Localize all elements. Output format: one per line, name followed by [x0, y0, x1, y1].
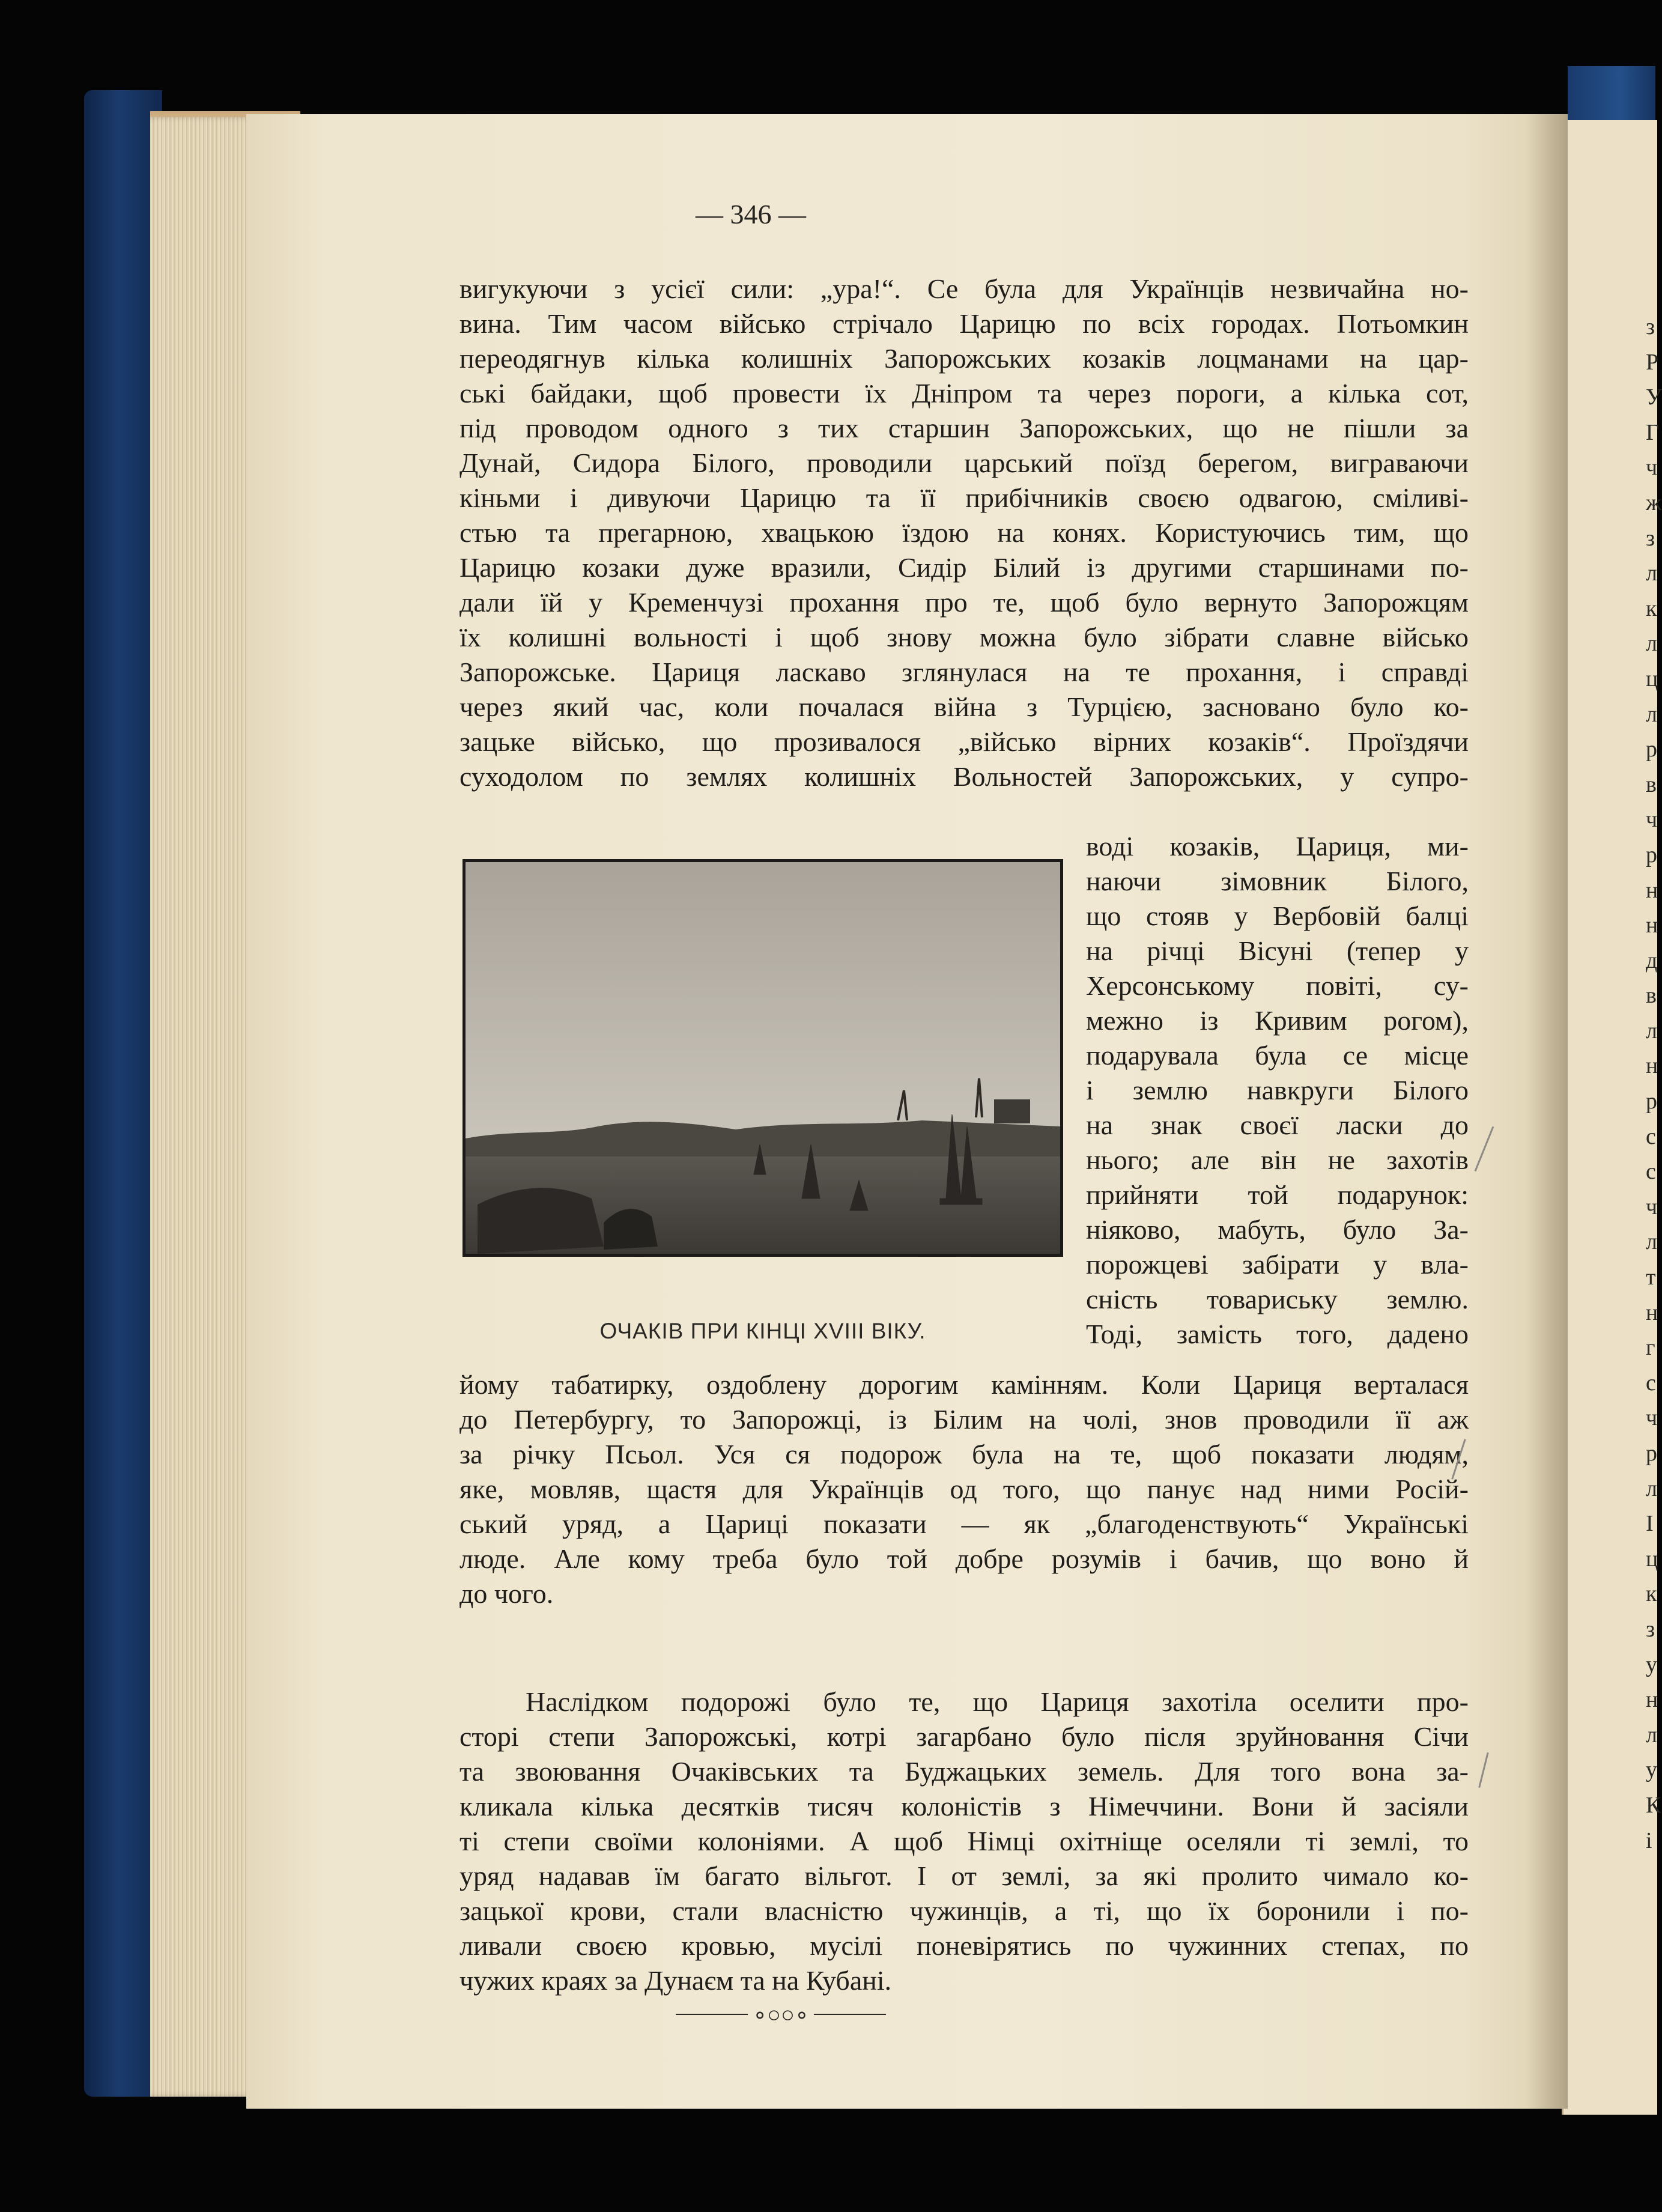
text-line: на річці Вісуні (тепер у — [1086, 935, 1469, 966]
text-line: нього; але він не захотів — [1086, 1144, 1469, 1175]
facing-page-letter: в — [1646, 771, 1657, 797]
facing-page-letter: н — [1646, 877, 1658, 903]
facing-page-letter: л — [1646, 561, 1657, 586]
facing-page-letter: у — [1646, 1757, 1657, 1783]
facing-page-letter: л — [1646, 631, 1657, 657]
text-line: люде. Але кому треба було той добре розумів і бачив, що воно й — [459, 1543, 1469, 1574]
facing-page-letters — [1646, 309, 1662, 1858]
facing-page — [1562, 120, 1662, 2115]
text-line: до чого. — [459, 1578, 554, 1609]
text-line: зацьке військо, що прозивалося „військо вірних козаків“. Проїздячи — [459, 726, 1469, 757]
illustration-ochakiv — [463, 859, 1063, 1257]
facing-page-letter: с — [1646, 1159, 1656, 1185]
text-line: та звоювання Очаківських та Буджацьких земель. Для того вона за- — [459, 1756, 1469, 1787]
paragraph-1 — [459, 272, 1469, 794]
facing-page-letter: с — [1646, 1370, 1656, 1396]
text-line: Дунай, Сидора Білого, проводили царський поїзд берегом, виграваючи — [459, 448, 1469, 478]
text-line: наючи зімовник Білого, — [1086, 866, 1469, 896]
facing-page-letter: ц — [1646, 666, 1658, 691]
text-line: подарувала була се місце — [1086, 1040, 1469, 1071]
text-line: на знак своєї ласки до — [1086, 1110, 1469, 1140]
ornament-rule-left — [676, 2014, 748, 2015]
facing-page-letter: л — [1646, 701, 1657, 727]
facing-page-letter: з — [1646, 525, 1655, 551]
facing-page-letter: р — [1646, 737, 1657, 762]
text-line: ські байдаки, щоб провести їх Дніпром та через пороги, а кілька сот, — [459, 378, 1469, 409]
facing-page-letter: ч — [1646, 1405, 1658, 1431]
text-line: ський уряд, а Цариці показати — як „благоденствують“ Українські — [459, 1509, 1469, 1539]
facing-page-letter: І — [1646, 1511, 1654, 1537]
text-line: межно із Кривим рогом), — [1086, 1005, 1469, 1036]
text-line: воді козаків, Цариця, ми- — [1086, 831, 1469, 861]
text-line: зацької крови, стали власністю чужинців, а ті, що їх боронили і по- — [459, 1895, 1469, 1926]
facing-page-letter: н — [1646, 1687, 1658, 1713]
facing-page-letter: с — [1646, 1123, 1656, 1149]
text-line: сторі степи Запорожські, котрі загарбано було після зруйновання Січи — [459, 1721, 1469, 1752]
facing-page-letter: У — [1646, 384, 1662, 410]
text-line: яке, мовляв, щастя для Українців од того, що панує над ними Росій- — [459, 1474, 1469, 1504]
text-line: під проводом одного з тих старшин Запорожських, що не пішли за — [459, 413, 1469, 443]
ornament-glyph: ∘○○∘ — [753, 2002, 809, 2028]
facing-page-letter: к — [1646, 595, 1657, 621]
facing-page-letter: в — [1646, 983, 1657, 1009]
page-number: — 346 — — [696, 199, 806, 229]
text-line: їх колишні вольності і щоб знову можна було зібрати славне військо — [459, 622, 1469, 652]
facing-page-letter: н — [1646, 1299, 1658, 1325]
text-line: до Петербургу, то Запорожці, із Білим на чолі, знов проводили її аж — [459, 1404, 1469, 1435]
ornament-rule-right — [814, 2014, 886, 2015]
facing-page-letter: н — [1646, 913, 1658, 938]
text-line: за річку Псьол. Уся ся подорож була на те, щоб показати людям, — [459, 1439, 1469, 1469]
facing-page-letter: г — [1646, 1335, 1655, 1361]
text-line: стью та прегарною, хвацькою їздою на конях. Користуючись тим, що — [459, 517, 1469, 548]
text-line: що стояв у Вербовій балці — [1086, 901, 1469, 931]
text-line: порожцеві забірати у вла- — [1086, 1249, 1469, 1280]
text-line: Наслідком подорожі було те, що Цариця захотіла оселити про- — [526, 1686, 1469, 1717]
text-line: Тоді, замість того, дадено — [1086, 1319, 1469, 1349]
text-line: суходолом по землях колишніх Вольностей Запорожських, у супро- — [459, 761, 1469, 792]
facing-page-letter: л — [1646, 1018, 1657, 1044]
facing-page-letter: р — [1646, 1089, 1657, 1114]
text-line: чужих краях за Дунаєм та на Кубані. — [459, 1965, 892, 1996]
facing-page-letter: з — [1646, 1616, 1655, 1642]
facing-page-letter: р — [1646, 842, 1657, 867]
facing-page-letter: ц — [1646, 1546, 1658, 1572]
facing-page-letter: т — [1646, 1265, 1656, 1290]
text-line: Запорожське. Цариця ласкаво зглянулася на те прохання, і справді — [459, 657, 1469, 687]
text-line: переодягнув кілька колишніх Запорожських козаків лоцманами на цар- — [459, 343, 1469, 374]
text-line: вигукуючи з усієї сили: „ура!“. Се була для Українців незвичайна но- — [459, 273, 1469, 304]
facing-page-letter: ж — [1646, 490, 1662, 515]
facing-page-letter: з — [1646, 314, 1655, 339]
end-ornament — [661, 1999, 901, 2028]
engraving-image — [466, 862, 1060, 1254]
text-line: Херсонському повіті, су- — [1086, 970, 1469, 1001]
facing-page-letter: ч — [1646, 1194, 1658, 1220]
facing-page-letter: л — [1646, 1475, 1657, 1501]
facing-page-letter: ч — [1646, 455, 1658, 481]
text-line: вина. Тим часом військо стрічало Царицю по всіх городах. Потьомкин — [459, 308, 1469, 339]
text-line: через який час, коли почалася війна з Турцією, засновано було ко- — [459, 691, 1469, 722]
text-line: кіньми і дивуючи Царицю та її прибічників своєю одвагою, сміливі- — [459, 482, 1469, 513]
facing-page-letter: ч — [1646, 807, 1658, 833]
text-line: уряд надавав їм багато вільгот. І от землі, за які пролито чимало ко- — [459, 1861, 1469, 1891]
facing-page-letter: л — [1646, 1229, 1657, 1255]
paragraph-1-continued — [459, 1367, 1469, 1611]
text-line: кликала кілька десятків тисяч колоністів з Німеччини. Вони й засіяли — [459, 1791, 1469, 1822]
facing-page-letter: К — [1646, 1792, 1661, 1818]
side-text — [1086, 829, 1469, 1352]
text-line: Царицю козаки дуже вразили, Сидір Білий із другими старшинами по- — [459, 552, 1469, 583]
text-line: сність товариську землю. — [1086, 1284, 1469, 1314]
text-line: дали їй у Кременчузі прохання про те, щоб було вернуто Запорожцям — [459, 587, 1469, 618]
text-line: і землю навкруги Білого — [1086, 1075, 1469, 1105]
text-line: ніяково, мабуть, було За- — [1086, 1214, 1469, 1245]
text-line: ті степи своїми колоніями. А щоб Німці охітніще оселяли ті землі, то — [459, 1826, 1469, 1856]
paragraph-2 — [459, 1685, 1469, 1998]
figure-caption: ОЧАКІВ ПРИ КІНЦІ XVIII ВІКУ. — [599, 1319, 926, 1343]
facing-page-letter: н — [1646, 1053, 1658, 1079]
page-edges — [150, 117, 255, 2097]
text-line: прийняти той подарунок: — [1086, 1179, 1469, 1210]
gutter-shadow — [1526, 114, 1568, 2109]
facing-page-letter: д — [1646, 947, 1658, 973]
facing-page-letter: і — [1646, 1828, 1652, 1853]
facing-page-letter: л — [1646, 1722, 1657, 1748]
text-line: ливали своєю кровью, мусілі поневірятись по чужинних степах, по — [459, 1930, 1469, 1961]
facing-page-letter: к — [1646, 1581, 1657, 1607]
facing-page-letter: у — [1646, 1651, 1657, 1677]
facing-page-letter: Г — [1646, 419, 1659, 445]
facing-page-letter: р — [1646, 1441, 1657, 1466]
facing-page-letter: Р — [1646, 349, 1659, 375]
text-line: йому табатирку, оздоблену дорогим камінням. Коли Цариця верталася — [459, 1369, 1469, 1400]
